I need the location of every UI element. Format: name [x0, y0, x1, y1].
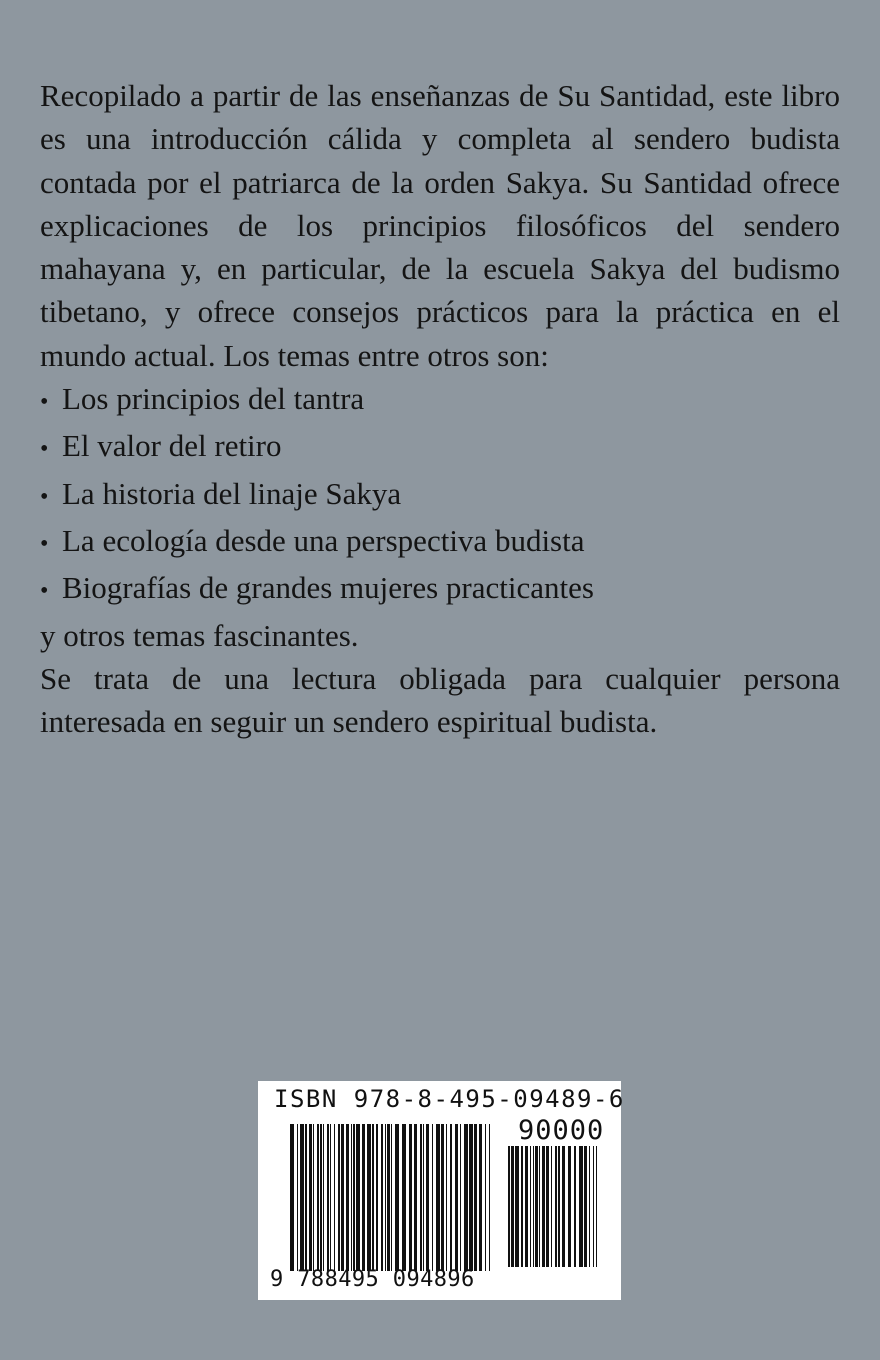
ean-bar — [309, 1124, 312, 1271]
topic-text: Biografías de grandes mujeres practicantes — [62, 570, 594, 606]
ean-bar — [330, 1124, 331, 1271]
ean-bar — [432, 1124, 433, 1271]
addon-bar — [542, 1146, 545, 1267]
addon-bar — [558, 1146, 560, 1267]
ean-bar — [436, 1124, 440, 1271]
topics-list — [40, 377, 840, 613]
addon-bar — [530, 1146, 531, 1267]
ean-bar — [450, 1124, 452, 1271]
ean-bar — [367, 1124, 371, 1271]
ean-bar — [300, 1124, 304, 1271]
ean-bar — [409, 1124, 412, 1271]
ean-bar — [426, 1124, 429, 1271]
ean-bar — [351, 1124, 352, 1271]
addon-bar — [574, 1146, 576, 1267]
ean-bar — [474, 1124, 477, 1271]
topic-item — [40, 566, 840, 613]
isbn-barcode — [258, 1081, 625, 1300]
ean-bar — [362, 1124, 365, 1271]
topic-text: La ecología desde una perspectiva budista — [62, 522, 585, 558]
bullet-icon: • — [40, 389, 49, 416]
topic-item — [40, 472, 840, 519]
bullet-icon: • — [40, 530, 49, 557]
addon-bar — [521, 1146, 523, 1267]
blurb-intro-paragraph: Recopilado a partir de las enseñanzas de Su Santidad, este libro es una introducción cálida y completa al sendero budista contada por el patriarca de la orden Sakya. Su Santidad ofrece explicaciones de los principios filosóficos del sendero mahayana y, en particular, de la escuela Sakya del budismo tibetano, y ofrece consejos prácticos para la práctica en el mundo actual. Los temas entre otros son: — [40, 78, 840, 373]
addon-bar — [546, 1146, 549, 1267]
ean-bar — [327, 1124, 329, 1271]
ean-bar — [372, 1124, 374, 1271]
addon-bar — [579, 1146, 583, 1267]
addon-code: 90000 — [518, 1115, 605, 1146]
ean-bar — [441, 1124, 444, 1271]
isbn-label: ISBN 978-8-495-09489-6 — [274, 1085, 625, 1113]
bullet-icon: • — [40, 436, 49, 463]
ean-bar — [317, 1124, 319, 1271]
topic-item — [40, 377, 840, 424]
topics-tail: y otros temas fascinantes. — [40, 617, 359, 653]
topic-item — [40, 519, 840, 566]
ean-bar — [455, 1124, 458, 1271]
ean-bar — [423, 1124, 424, 1271]
ean-bar — [402, 1124, 406, 1271]
blurb-closing-paragraph: Se trata de una lectura obligada para cualquier persona interesada en seguir un sendero espiritual budista. — [40, 660, 840, 740]
addon-bar — [593, 1146, 594, 1267]
addon-bar — [589, 1146, 590, 1267]
ean-bar — [341, 1124, 344, 1271]
bullet-icon: • — [40, 578, 49, 605]
book-blurb — [40, 74, 840, 743]
ean-bar — [353, 1124, 355, 1271]
addon-bar — [562, 1146, 565, 1267]
ean-bar — [305, 1124, 307, 1271]
addon-bar — [515, 1146, 519, 1267]
ean-bar — [320, 1124, 322, 1271]
ean-bar — [387, 1124, 390, 1271]
addon-bar — [596, 1146, 597, 1267]
addon-bar — [539, 1146, 540, 1267]
addon-bar — [533, 1146, 534, 1267]
addon-bar — [555, 1146, 557, 1267]
ean-bar — [323, 1124, 324, 1271]
ean-bar — [356, 1124, 360, 1271]
ean-bar — [489, 1124, 490, 1271]
ean-bar — [290, 1124, 294, 1271]
ean-bar — [420, 1124, 422, 1271]
addon-bar — [568, 1146, 571, 1267]
ean-digits: 9 788495 094896 — [270, 1267, 475, 1292]
ean-bar — [464, 1124, 468, 1271]
ean-bar — [313, 1124, 314, 1271]
ean-bar — [391, 1124, 392, 1271]
addon-bar — [511, 1146, 514, 1267]
addon-bar — [525, 1146, 528, 1267]
addon-bar — [508, 1146, 510, 1267]
ean-bar — [485, 1124, 486, 1271]
ean-bar — [479, 1124, 482, 1271]
addon-bar — [535, 1146, 538, 1267]
ean-bar — [414, 1124, 417, 1271]
ean-bar — [381, 1124, 383, 1271]
ean-bar — [376, 1124, 378, 1271]
ean-bar — [446, 1124, 447, 1271]
topic-text: El valor del retiro — [62, 428, 282, 464]
topic-text: La historia del linaje Sakya — [62, 475, 402, 511]
addon-bar — [584, 1146, 587, 1267]
ean-bar — [460, 1124, 461, 1271]
bullet-icon: • — [40, 483, 49, 510]
ean-bar — [469, 1124, 473, 1271]
addon-bar — [551, 1146, 552, 1267]
ean-bar — [346, 1124, 349, 1271]
ean-bar — [395, 1124, 399, 1271]
ean-bar — [385, 1124, 386, 1271]
topic-text: Los principios del tantra — [62, 381, 365, 417]
ean-bar — [297, 1124, 298, 1271]
ean-bar — [338, 1124, 340, 1271]
topic-item — [40, 424, 840, 471]
ean-bar — [334, 1124, 335, 1271]
